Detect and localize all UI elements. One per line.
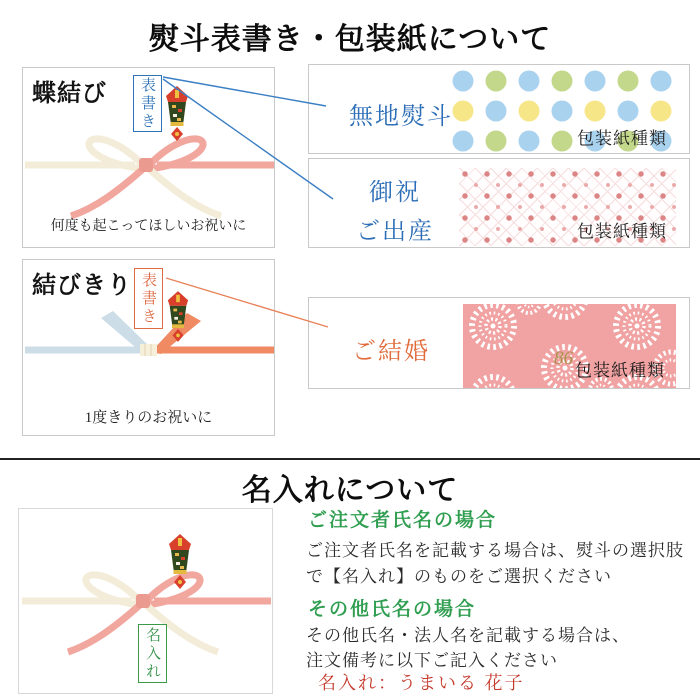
paper-oiwai-label-line2: ご出産 xyxy=(356,219,434,245)
noshi-ornament-icon xyxy=(164,85,190,141)
section-divider xyxy=(0,458,700,460)
paper-plain-card xyxy=(308,64,690,154)
bow-ribbon-icon xyxy=(23,126,276,221)
paper-wedding-card xyxy=(308,297,690,389)
omotegaki-tag-orange: 表書き xyxy=(134,268,163,329)
case-orderer-line2: で【名入れ】のものをご選択ください xyxy=(306,567,612,586)
musubikiri-label: 結びきり xyxy=(32,272,132,299)
musubikiri-caption: 1度きりのお祝いに xyxy=(84,410,213,426)
cho-musubi-card xyxy=(22,67,275,248)
case-other-line2: 注文備考に以下ご記入ください xyxy=(306,651,558,670)
cho-musubi-label: 蝶結び xyxy=(32,80,107,107)
noshi-ornament-icon xyxy=(167,533,193,589)
gold-script-mark: 86 xyxy=(554,348,573,369)
case-orderer-heading: ご注文者氏名の場合 xyxy=(308,510,498,531)
naire-example: 名入れ：うまいる 花子 xyxy=(318,673,525,693)
noshi-ornament-icon xyxy=(166,290,190,342)
section-noshi-title: 熨斗表書き・包装紙について xyxy=(148,23,552,56)
naire-tag: 名入れ xyxy=(138,624,167,683)
case-other-heading: その他氏名の場合 xyxy=(308,599,477,620)
paper-oiwai-note: 包装紙種類 xyxy=(577,222,667,241)
omotegaki-tag-blue: 表書き xyxy=(133,75,162,132)
paper-oiwai-card xyxy=(308,158,690,248)
paper-plain-label: 無地熨斗 xyxy=(349,104,453,130)
paper-plain-note: 包装紙種類 xyxy=(577,129,667,148)
case-orderer-line1: ご注文者氏名を記載する場合は、熨斗の選択肢 xyxy=(306,541,684,560)
paper-wedding-note: 包装紙種類 xyxy=(575,361,665,380)
cho-musubi-caption: 何度も起こってほしいお祝いに xyxy=(50,219,247,234)
musubikiri-card xyxy=(22,259,275,436)
paper-oiwai-label-line1: 御祝 xyxy=(369,180,421,206)
section-naire-title: 名入れについて xyxy=(241,474,459,507)
naire-sample-card xyxy=(18,508,273,694)
paper-wedding-label: ご結婚 xyxy=(352,339,430,365)
case-other-line1: その他氏名・法人名を記載する場合は、 xyxy=(306,626,630,645)
